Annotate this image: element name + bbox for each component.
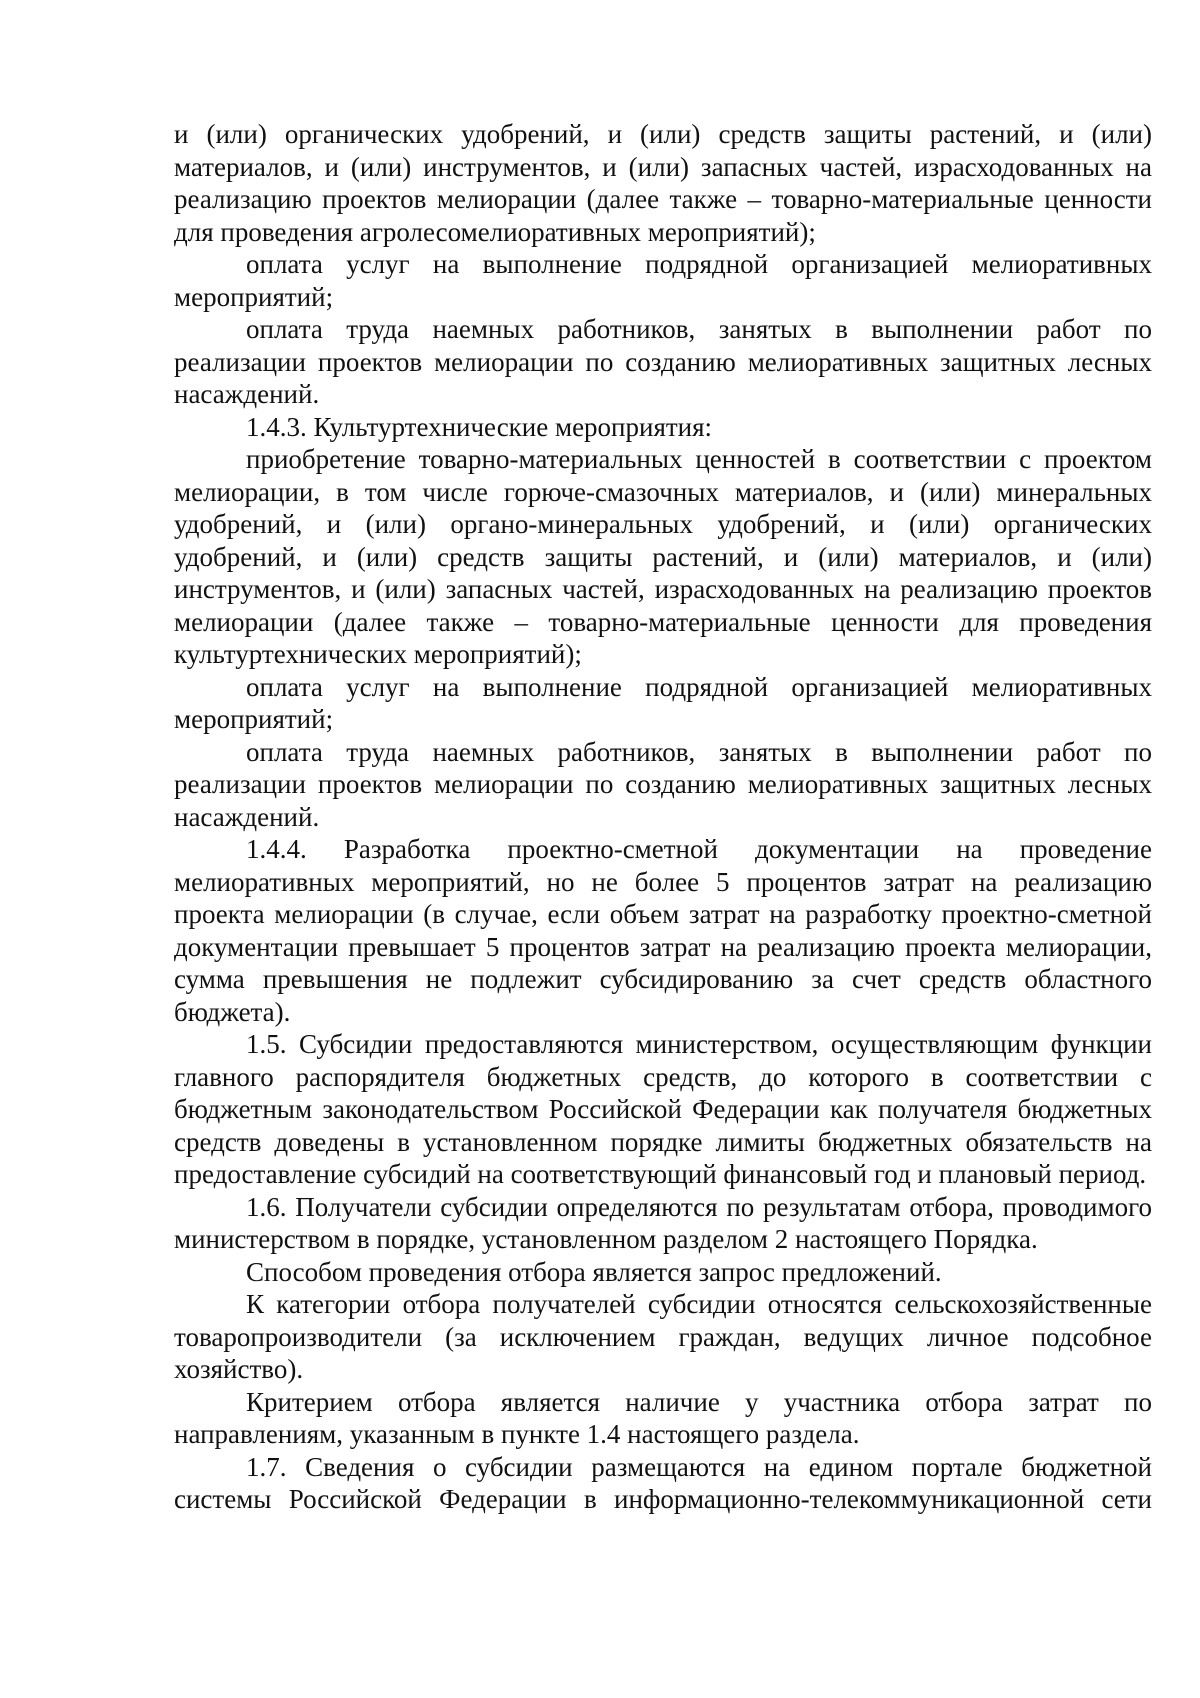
- paragraph-11: Способом проведения отбора является запрос предложений.: [246, 1256, 942, 1287]
- paragraph-5: приобретение товарно-материальных ценностей в соответствии с проектом мелиорации, в том числе горюче-смазочных материалов, и (или) минеральных удобрений, и (или) органо-минеральных удобрений, и (или) органических удобрений, и (или) средств защиты растений, и (или) материалов, и (или) инструментов, и (или) запасных частей, израсходованных на реализацию проектов мелиорации (далее также – товарно-материальные ценности для проведения культуртехнических мероприятий);: [174, 444, 1152, 669]
- paragraph-10: 1.6. Получатели субсидии определяются по результатам отбора, проводимого министерством в порядке, установленном разделом 2 настоящего Порядка.: [174, 1191, 1152, 1254]
- paragraph-13: Критерием отбора является наличие у участника отбора затрат по направлениям, указанным в пункте 1.4 настоящего раздела.: [174, 1386, 1152, 1449]
- paragraph-7: оплата труда наемных работников, занятых в выполнении работ по реализации проектов мелиорации по созданию мелиоративных защитных лесных насаждений.: [174, 736, 1152, 832]
- paragraph-1: и (или) органических удобрений, и (или) средств защиты растений, и (или) материалов, и (или) инструментов, и (или) запасных частей, израсходованных на реализацию проектов мелиорации (далее также – товарно-материальные ценности для проведения агролесомелиоративных мероприятий);: [174, 119, 1152, 247]
- paragraph-4-heading: 1.4.3. Культуртехнические мероприятия:: [246, 411, 713, 442]
- paragraph-9: 1.5. Субсидии предоставляются министерством, осуществляющим функции главного распорядителя бюджетных средств, до которого в соответствии с бюджетным законодательством Российской Федерации как получателя бюджетных средств доведены в установленном порядке лимиты бюджетных обязательств на предоставление субсидий на соответствующий финансовый год и плановый период.: [174, 1029, 1152, 1189]
- document-body: [174, 118, 1152, 1516]
- paragraph-14: 1.7. Сведения о субсидии размещаются на едином портале бюджетной системы Российской Федерации в информационно-телекоммуникационной сети: [174, 1451, 1152, 1514]
- paragraph-3: оплата труда наемных работников, занятых в выполнении работ по реализации проектов мелиорации по созданию мелиоративных защитных лесных насаждений.: [174, 314, 1152, 409]
- paragraph-2: оплата услуг на выполнение подрядной организацией мелиоративных мероприятий;: [174, 249, 1152, 312]
- paragraph-12: К категории отбора получателей субсидии относятся сельскохозяйственные товаропроизводители (за исключением граждан, ведущих личное подсобное хозяйство).: [174, 1289, 1152, 1384]
- paragraph-8: 1.4.4. Разработка проектно-сметной документации на проведение мелиоративных мероприятий, но не более 5 процентов затрат на реализацию проекта мелиорации (в случае, если объем затрат на разработку проектно-сметной документации превышает 5 процентов затрат на реализацию проекта мелиорации, сумма превышения не подлежит субсидированию за счет средств областного бюджета).: [174, 834, 1152, 1027]
- paragraph-6: оплата услуг на выполнение подрядной организацией мелиоративных мероприятий;: [174, 671, 1152, 734]
